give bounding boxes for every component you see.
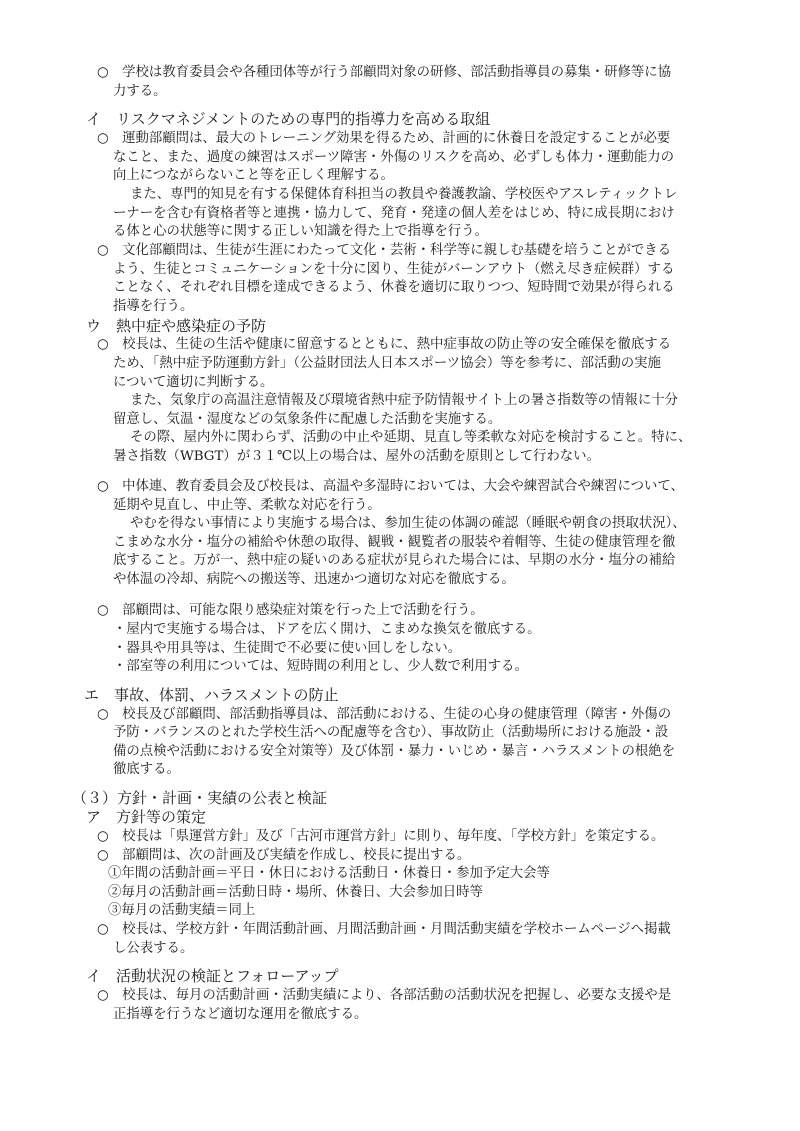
text-line: ○ 学校は教育委員会や各種団体等が行う部顧問対象の研修、部活動指導員の募集・研修等に協	[97, 65, 672, 80]
text-line: こまめな水分・塩分の補給や休憩の取得、観戦・観覧者の服装や着帽等、生徒の健康管理を徹	[113, 535, 676, 550]
section-heading: イ リスクマネジメントのための専門的指導力を高める取組	[86, 110, 491, 128]
text-line: ○ 校長は、生徒の生活や健康に留意するとともに、熱中症事故の防止等の安全確保を徹底する	[97, 337, 672, 352]
text-line: 向上につながらないこと等を正しく理解する。	[113, 168, 394, 183]
text-line: 正指導を行うなど適切な運用を徹底する。	[113, 1007, 368, 1022]
subsection-heading: ア 方針等の策定	[86, 808, 207, 826]
text-line: その際、屋内外に関わらず、活動の中止や延期、見直し等柔軟な対応を検討すること。特に、	[130, 430, 692, 445]
text-line: また、専門的知見を有する保健体育科担当の教員や養護教諭、学校医やアスレティックトレ	[130, 187, 678, 202]
text-line: について適切に判断する。	[113, 375, 274, 390]
text-line: や体温の冷却、病院への搬送等、迅速かつ適切な対応を徹底する。	[113, 572, 515, 587]
text-line: 留意し、気温・湿度などの気象条件に配慮した活動を実施する。	[113, 412, 502, 427]
list-item: ・部室等の利用については、短時間の利用とし、少人数で利用する。	[113, 659, 528, 674]
subsection-heading: イ 活動状況の検証とフォローアップ	[86, 967, 339, 985]
text-line: ○ 中体連、教育委員会及び校長は、高温や多湿時においては、大会や練習試合や練習について、	[97, 479, 684, 494]
list-item: ①年間の活動計画＝平日・休日における活動日・休養日・参加予定大会等	[108, 866, 550, 881]
text-line: ○ 校長及び部顧問、部活動指導員は、部活動における、生徒の心身の健康管理（障害・外傷の	[97, 707, 672, 722]
text-line: ○ 校長は「県運営方針」及び「古河市運営方針」に則り、毎年度、「学校方針」を策定する。	[97, 829, 665, 844]
text-line: よう、生徒とコミュニケーションを十分に図り、生徒がバーンアウト（燃え尽き症候群）する	[113, 262, 675, 277]
text-line: やむを得ない事情により実施する場合は、参加生徒の体調の確認（睡眠や朝食の摂取状況）、	[130, 516, 686, 531]
text-line: なこと、また、過度の練習はスポーツ障害・外傷のリスクを高め、必ずしも体力・運動能力の	[113, 150, 675, 165]
list-item: ・屋内で実施する場合は、ドアを広く開け、こまめな換気を徹底する。	[113, 622, 541, 637]
text-line: る体と心の状態等に関する正しい知識を得た上で指導を行う。	[113, 224, 488, 239]
text-line: ○ 部顧問は、次の計画及び実績を作成し、校長に提出する。	[97, 848, 471, 863]
text-line: 力する。	[113, 84, 167, 99]
text-line: 暑さ指数（WBGT）が３１℃以上の場合は、屋外の活動を原則として行わない。	[113, 449, 600, 464]
text-line: ーナーを含む有資格者等と連携・協力して、発育・発達の個人差をはじめ、特に成長期におけ	[113, 206, 675, 221]
list-item: ③毎月の活動実績＝同上	[108, 903, 256, 918]
text-line: ○ 校長は、毎月の活動計画・活動実績により、各部活動の活動状況を把握し、必要な支援や是	[97, 988, 672, 1003]
text-line: ○ 部顧問は、可能な限り感染症対策を行った上で活動を行う。	[97, 603, 484, 618]
list-item: ②毎月の活動計画＝活動日時・場所、休養日、大会参加日時等	[108, 885, 483, 900]
text-line: 底すること。万が一、熱中症の疑いのある症状が見られた場合には、早期の水分・塩分の補給	[113, 553, 676, 568]
text-line: ○ 校長は、学校方針・年間活動計画、月間活動計画・月間活動実績を学校ホームページへ掲載	[97, 922, 671, 937]
section-heading: （３）方針・計画・実績の公表と検証	[72, 789, 328, 807]
text-line: また、気象庁の高温注意情報及び環境省熱中症予防情報サイト上の暑さ指数等の情報に十分	[130, 393, 679, 408]
section-heading: ウ 熱中症や感染症の予防	[86, 317, 267, 335]
text-line: 徹底する。	[113, 762, 180, 777]
text-line: ○ 文化部顧問は、生徒が生涯にわたって文化・芸術・科学等に親しむ基礎を培うことができる	[97, 243, 672, 258]
list-item: ・器具や用具等は、生徒間で不必要に使い回しをしない。	[113, 641, 462, 656]
text-line: ○ 運動部顧問は、最大のトレーニング効果を得るため、計画的に休養日を設定することが必要	[97, 131, 671, 146]
section-heading: エ 事故、体罰、ハラスメントの防止	[84, 686, 339, 704]
text-line: 延期や見直し、中止等、柔軟な対応を行う。	[113, 498, 381, 513]
text-line: ため、「熱中症予防運動方針」（公益財団法人日本スポーツ協会）等を参考に、部活動の実施	[113, 356, 661, 371]
text-line: 備の点検や活動における安全対策等）及び体罰・暴力・いじめ・暴言・ハラスメントの根絶を	[113, 744, 676, 759]
text-line: 予防・バランスのとれた学校生活への配慮等を含む）、事故防止（活動場所における施設・設	[113, 725, 669, 740]
text-line: ことなく、それぞれ目標を達成できるよう、休養を適切に取りつつ、短時間で効果が得られる	[113, 280, 675, 295]
text-line: し公表する。	[113, 941, 194, 956]
text-line: 指導を行う。	[113, 299, 194, 314]
